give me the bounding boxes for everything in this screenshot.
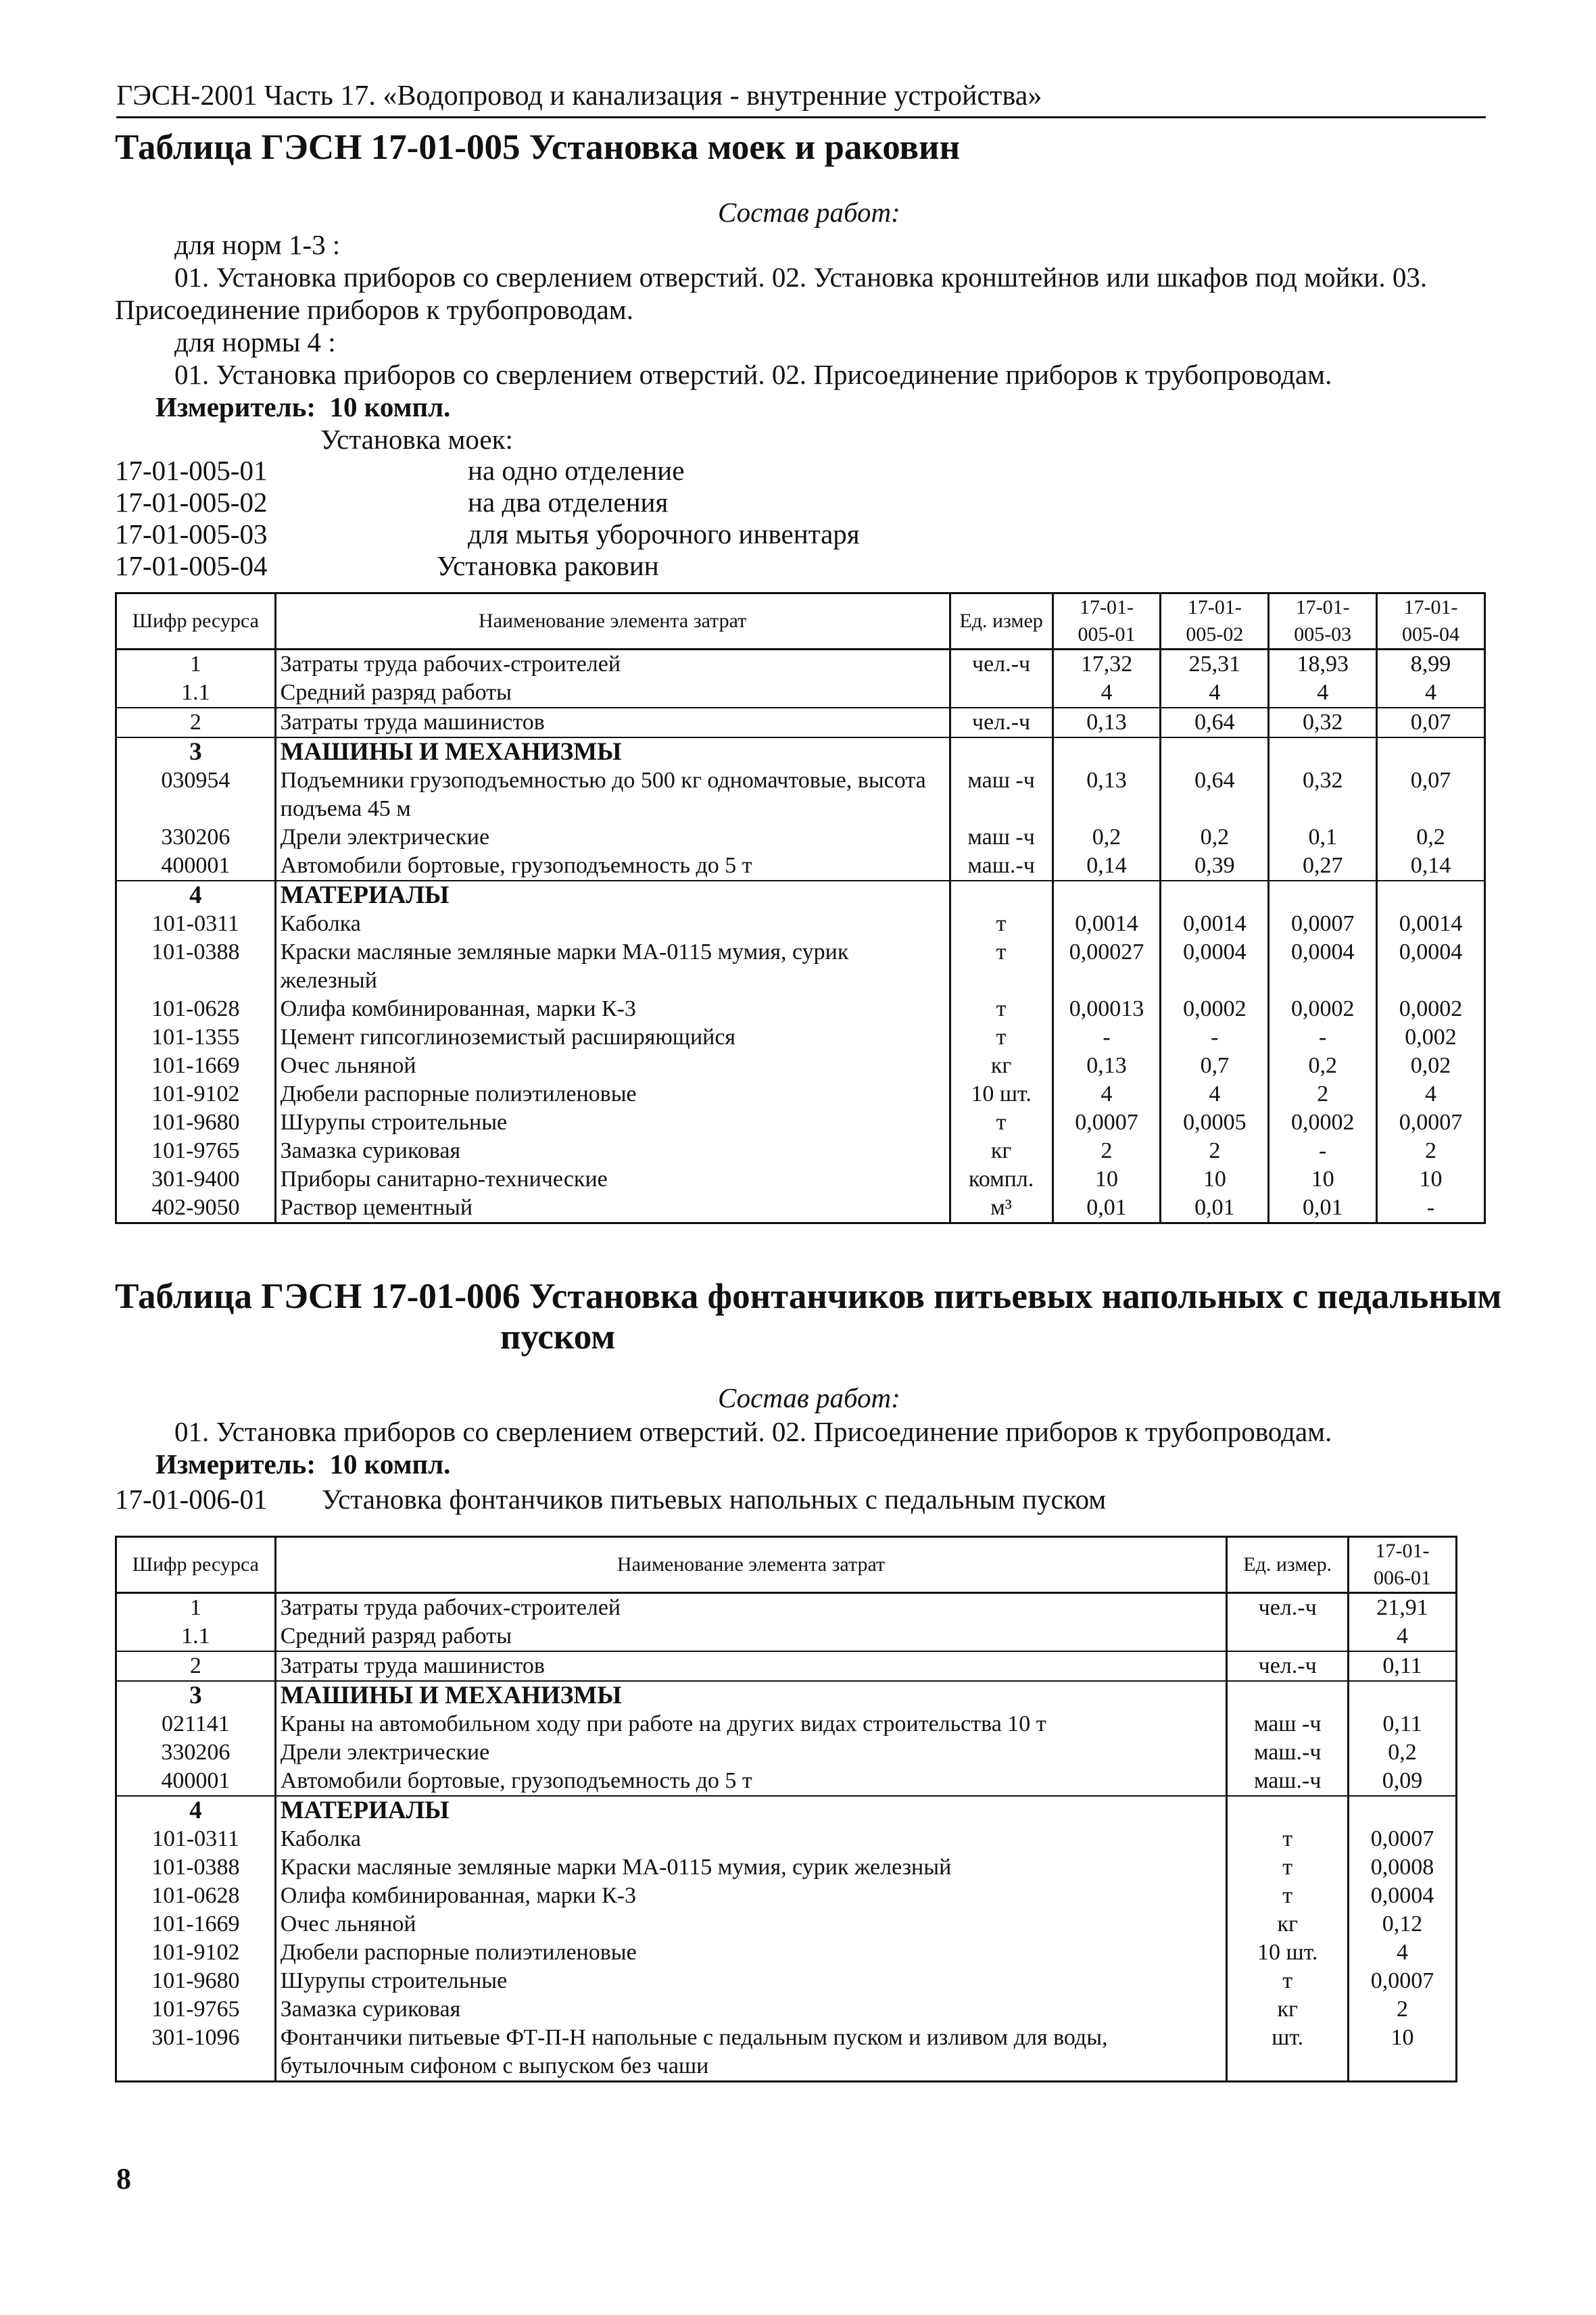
cell-value-3: 0,32: [1269, 708, 1377, 737]
cell-name: Раствор цементный: [275, 1194, 950, 1223]
cell-value-3: 0,27: [1269, 852, 1377, 881]
cell-value-1: 0,00013: [1053, 995, 1161, 1023]
cell-code: 101-0388: [116, 1853, 276, 1882]
cell-code: 101-9680: [116, 1967, 276, 1995]
cell-value-2: [1161, 737, 1269, 766]
cell-value-1: 0,12: [1349, 1910, 1457, 1939]
cell-code: 2: [116, 708, 276, 737]
cell-value-1: 0,0007: [1053, 1108, 1161, 1137]
cell-unit: чел.-ч: [950, 708, 1053, 737]
cell-value-2: 25,31: [1161, 650, 1269, 679]
code-list-item: 17-01-005-03 для мытья уборочного инвентаря: [115, 518, 860, 550]
cell-code: 301-9400: [116, 1165, 276, 1194]
cell-code: 101-9102: [116, 1939, 276, 1967]
table2-meter-label: Измеритель:: [155, 1448, 316, 1480]
cell-unit: [950, 737, 1053, 766]
cell-code: 021141: [116, 1710, 276, 1738]
table-row: [116, 1651, 1457, 1681]
cell-value-1: [1053, 881, 1161, 910]
cell-value-3: 0,0002: [1269, 1108, 1377, 1137]
table2-meter-value: 10 компл.: [329, 1448, 451, 1480]
cell-value-3: 4: [1269, 679, 1377, 708]
cell-name: Каболка: [275, 910, 950, 938]
cell-value-2: 0,7: [1161, 1052, 1269, 1080]
cell-unit: т: [1227, 1825, 1349, 1853]
table-row: [116, 1939, 1457, 1967]
cell-code: 101-9680: [116, 1108, 276, 1137]
cell-value-4: 0,07: [1377, 766, 1485, 823]
cell-value-1: 10: [1349, 2024, 1457, 2082]
cell-code: 301-1096: [116, 2024, 276, 2082]
cell-value-2: 0,0014: [1161, 910, 1269, 938]
cell-value-2: 0,0002: [1161, 995, 1269, 1023]
cell-value-2: 0,39: [1161, 852, 1269, 881]
cell-code: 101-9765: [116, 1995, 276, 2024]
cell-unit: маш.-ч: [1227, 1767, 1349, 1796]
table-row: [116, 1825, 1457, 1853]
cell-unit: 10 шт.: [1227, 1939, 1349, 1967]
cell-name: Очес льняной: [275, 1052, 950, 1080]
cell-value-4: 0,0002: [1377, 995, 1485, 1023]
cell-name: Очес льняной: [275, 1910, 1227, 1939]
cell-value-4: 0,07: [1377, 708, 1485, 737]
table1-norm-a-label: для норм 1-3 :: [174, 229, 341, 260]
cell-unit: [950, 881, 1053, 910]
cell-value-1: 0,2: [1349, 1738, 1457, 1767]
cell-name: Краски масляные земляные марки МА-0115 мумия, сурик железный: [275, 1853, 1227, 1882]
cell-code: 330206: [116, 823, 276, 852]
cell-value-4: -: [1377, 1194, 1485, 1223]
cell-value-2: 4: [1161, 679, 1269, 708]
cell-code: 4: [116, 881, 276, 910]
cell-value-1: 0,11: [1349, 1651, 1457, 1681]
table-row: [116, 823, 1485, 852]
cell-value-1: 0,0004: [1349, 1882, 1457, 1910]
cell-code: 1: [116, 650, 276, 679]
cell-unit: [1227, 1622, 1349, 1651]
cell-name: Затраты труда машинистов: [275, 1651, 1227, 1681]
cell-name: Дрели электрические: [275, 823, 950, 852]
table-row: [116, 1023, 1485, 1052]
table1-meter-value: 10 компл.: [329, 391, 451, 422]
col-header-unit: Ед. измер: [950, 593, 1053, 650]
cell-value-3: 0,0007: [1269, 910, 1377, 938]
col-header-name: Наименование элемента затрат: [275, 593, 950, 650]
cell-code: 101-0628: [116, 995, 276, 1023]
cell-value-4: 0,0004: [1377, 938, 1485, 995]
cell-code: 101-9102: [116, 1080, 276, 1108]
cell-name: МАТЕРИАЛЫ: [275, 881, 950, 910]
table2-code-line: [115, 1483, 1106, 1515]
cell-value-3: 0,0002: [1269, 995, 1377, 1023]
cell-name: Автомобили бортовые, грузоподъемность до 5 т: [275, 1767, 1227, 1796]
cell-value-2: -: [1161, 1023, 1269, 1052]
cell-value-3: [1269, 881, 1377, 910]
table-row: [116, 1052, 1485, 1080]
cell-value-4: 2: [1377, 1137, 1485, 1165]
cell-value-1: [1349, 1681, 1457, 1710]
cell-code: 400001: [116, 1767, 276, 1796]
cell-value-3: 0,1: [1269, 823, 1377, 852]
cell-unit: кг: [950, 1137, 1053, 1165]
table-row: [116, 1080, 1485, 1108]
table-row: [116, 1910, 1457, 1939]
table-row: [116, 1165, 1485, 1194]
cell-value-1: 0,11: [1349, 1710, 1457, 1738]
table1-title: Таблица ГЭСН 17-01-005 Установка моек и раковин: [115, 128, 961, 167]
cell-name: Приборы санитарно-технические: [275, 1165, 950, 1194]
cell-code: 3: [116, 1681, 276, 1710]
table-row: [116, 1796, 1457, 1825]
cell-value-1: 0,01: [1053, 1194, 1161, 1223]
table1-sostav-label: Состав работ:: [718, 197, 900, 228]
code-list-item: 17-01-005-02 на два отделения: [115, 487, 669, 518]
cell-unit: т: [950, 910, 1053, 938]
cell-unit: маш -ч: [950, 766, 1053, 823]
cell-name: Краски масляные земляные марки МА-0115 мумия, сурик железный: [275, 938, 950, 995]
cell-name: МАШИНЫ И МЕХАНИЗМЫ: [275, 737, 950, 766]
cell-code: 101-1669: [116, 1052, 276, 1080]
cell-value-3: 0,01: [1269, 1194, 1377, 1223]
cell-unit: компл.: [950, 1165, 1053, 1194]
table1-norm-b-label: для нормы 4 :: [174, 326, 336, 358]
cell-value-1: 0,0014: [1053, 910, 1161, 938]
cell-value-3: -: [1269, 1137, 1377, 1165]
cell-value-1: 0,00027: [1053, 938, 1161, 995]
table-row: [116, 1967, 1457, 1995]
cell-value-4: 10: [1377, 1165, 1485, 1194]
cell-code: 101-0311: [116, 1825, 276, 1853]
cell-value-1: 0,2: [1053, 823, 1161, 852]
cell-value-2: 10: [1161, 1165, 1269, 1194]
cell-value-3: 10: [1269, 1165, 1377, 1194]
cell-value-2: 0,01: [1161, 1194, 1269, 1223]
cell-code: 3: [116, 737, 276, 766]
cell-value-1: 17,32: [1053, 650, 1161, 679]
table-row: [116, 1681, 1457, 1710]
table-row: [116, 1593, 1457, 1623]
cell-value-3: 0,2: [1269, 1052, 1377, 1080]
cell-unit: чел.-ч: [950, 650, 1053, 679]
cell-value-4: 8,99: [1377, 650, 1485, 679]
cell-value-1: [1053, 737, 1161, 766]
running-header: ГЭСН-2001 Часть 17. «Водопровод и канализация - внутренние устройства»: [116, 80, 1042, 112]
header-rule: [116, 116, 1486, 118]
cell-value-4: [1377, 881, 1485, 910]
cell-unit: т: [950, 1023, 1053, 1052]
cell-value-2: 0,64: [1161, 708, 1269, 737]
cell-value-1: 4: [1053, 1080, 1161, 1108]
cell-name: Каболка: [275, 1825, 1227, 1853]
cell-code: 101-9765: [116, 1137, 276, 1165]
cell-name: Олифа комбинированная, марки К-3: [275, 995, 950, 1023]
cell-unit: [950, 679, 1053, 708]
cell-value-4: 4: [1377, 679, 1485, 708]
cell-value-3: 0,32: [1269, 766, 1377, 823]
table1-code-list: [115, 454, 860, 581]
cell-value-1: 2: [1053, 1137, 1161, 1165]
table-row: [116, 679, 1485, 708]
cell-name: Олифа комбинированная, марки К-3: [275, 1882, 1227, 1910]
cell-value-1: 0,0007: [1349, 1967, 1457, 1995]
cell-unit: м³: [950, 1194, 1053, 1223]
table1-meter-label: Измеритель:: [155, 391, 316, 422]
cell-name: Цемент гипсоглиноземистый расширяющийся: [275, 1023, 950, 1052]
cell-value-1: 0,13: [1053, 766, 1161, 823]
table-row: [116, 1710, 1457, 1738]
table-row: [116, 1882, 1457, 1910]
table-row: [116, 881, 1485, 910]
table-row: [116, 1194, 1485, 1223]
cell-unit: шт.: [1227, 2024, 1349, 2082]
table-row: [116, 766, 1485, 823]
table-row: [116, 1738, 1457, 1767]
col-header-name: Наименование элемента затрат: [275, 1537, 1227, 1593]
cell-code: 1.1: [116, 679, 276, 708]
cell-name: Шурупы строительные: [275, 1967, 1227, 1995]
cell-value-1: 10: [1053, 1165, 1161, 1194]
cell-value-4: 4: [1377, 1080, 1485, 1108]
cell-name: Подъемники грузоподъемностью до 500 кг одномачтовые, высота подъема 45 м: [275, 766, 950, 823]
cell-unit: маш.-ч: [950, 852, 1053, 881]
cell-value-2: 2: [1161, 1137, 1269, 1165]
cell-name: Средний разряд работы: [275, 679, 950, 708]
cell-value-1: 0,0007: [1349, 1825, 1457, 1853]
cell-name: Фонтанчики питьевые ФТ-П-Н напольные с педальным пуском и изливом для воды, бутылочным сифоном с выпуском без чаши: [275, 2024, 1227, 2082]
cell-value-4: 0,2: [1377, 823, 1485, 852]
table-row: [116, 737, 1485, 766]
cell-value-2: 0,0005: [1161, 1108, 1269, 1137]
table2-meter: [155, 1448, 450, 1480]
cell-unit: кг: [1227, 1910, 1349, 1939]
table2-code-name: Установка фонтанчиков питьевых напольных с педальным пуском: [322, 1484, 1107, 1515]
cell-name: Дюбели распорные полиэтиленовые: [275, 1080, 950, 1108]
page-number: 8: [116, 2162, 131, 2195]
table2-code: 17-01-006-01: [115, 1484, 268, 1515]
cell-name: Дюбели распорные полиэтиленовые: [275, 1939, 1227, 1967]
table-row: [116, 1622, 1457, 1651]
cell-unit: маш.-ч: [1227, 1738, 1349, 1767]
cell-code: 101-1355: [116, 1023, 276, 1052]
table-row: [116, 650, 1485, 679]
cell-name: Замазка суриковая: [275, 1137, 950, 1165]
cell-code: 1.1: [116, 1622, 276, 1651]
cell-value-4: 0,0014: [1377, 910, 1485, 938]
table-row: [116, 2024, 1457, 2082]
cell-value-3: 2: [1269, 1080, 1377, 1108]
table2-resource-table: [115, 1536, 1457, 2082]
table1-norm-b-text: 01. Установка приборов со сверлением отверстий. 02. Присоединение приборов к трубопроводам.: [174, 359, 1332, 390]
cell-name: Краны на автомобильном ходу при работе на других видах строительства 10 т: [275, 1710, 1227, 1738]
cell-value-1: [1349, 1796, 1457, 1825]
cell-code: 4: [116, 1796, 276, 1825]
cell-value-1: 4: [1053, 679, 1161, 708]
col-header-norm-1: 17-01- 006-01: [1349, 1537, 1457, 1593]
code-list-item: 17-01-005-04 Установка раковин: [115, 550, 659, 581]
table-row: [116, 1853, 1457, 1882]
cell-name: Автомобили бортовые, грузоподъемность до 5 т: [275, 852, 950, 881]
table-row: [116, 938, 1485, 995]
cell-value-1: 2: [1349, 1995, 1457, 2024]
table-row: [116, 852, 1485, 881]
table-header-row: [116, 1537, 1457, 1593]
cell-code: 402-9050: [116, 1194, 276, 1223]
table-row: [116, 910, 1485, 938]
cell-name: Шурупы строительные: [275, 1108, 950, 1137]
cell-unit: кг: [950, 1052, 1053, 1080]
cell-code: 400001: [116, 852, 276, 881]
cell-value-2: 0,0004: [1161, 938, 1269, 995]
cell-code: 330206: [116, 1738, 276, 1767]
cell-name: Затраты труда рабочих-строителей: [275, 1593, 1227, 1623]
cell-code: 101-0388: [116, 938, 276, 995]
cell-code: 101-0311: [116, 910, 276, 938]
cell-value-1: 0,13: [1053, 708, 1161, 737]
cell-code: 030954: [116, 766, 276, 823]
table1-meter: [155, 391, 450, 423]
cell-unit: т: [1227, 1853, 1349, 1882]
cell-unit: 10 шт.: [950, 1080, 1053, 1108]
table1-norm-a-text-2: Присоединение приборов к трубопроводам.: [115, 294, 633, 325]
cell-value-2: 4: [1161, 1080, 1269, 1108]
cell-value-3: 18,93: [1269, 650, 1377, 679]
cell-unit: чел.-ч: [1227, 1593, 1349, 1623]
table2-norm-text: 01. Установка приборов со сверлением отверстий. 02. Присоединение приборов к трубопроводам.: [174, 1416, 1332, 1447]
cell-unit: т: [950, 938, 1053, 995]
table1-resource-table: [115, 592, 1486, 1224]
cell-name: МАТЕРИАЛЫ: [275, 1796, 1227, 1825]
col-header-unit: Ед. измер.: [1227, 1537, 1349, 1593]
cell-value-1: 4: [1349, 1939, 1457, 1967]
cell-value-3: 0,0004: [1269, 938, 1377, 995]
cell-name: МАШИНЫ И МЕХАНИЗМЫ: [275, 1681, 1227, 1710]
cell-value-1: 0,0008: [1349, 1853, 1457, 1882]
cell-value-1: 4: [1349, 1622, 1457, 1651]
table1-norm-a-text-1: 01. Установка приборов со сверлением отверстий. 02. Установка кронштейнов или шкафов под мойки. 03.: [174, 262, 1428, 293]
table-row: [116, 708, 1485, 737]
cell-name: Средний разряд работы: [275, 1622, 1227, 1651]
cell-unit: т: [1227, 1882, 1349, 1910]
table-row: [116, 1108, 1485, 1137]
cell-unit: чел.-ч: [1227, 1651, 1349, 1681]
cell-value-2: 0,64: [1161, 766, 1269, 823]
cell-name: Затраты труда рабочих-строителей: [275, 650, 950, 679]
cell-unit: [1227, 1681, 1349, 1710]
cell-name: Затраты труда машинистов: [275, 708, 950, 737]
cell-name: Замазка суриковая: [275, 1995, 1227, 2024]
cell-value-4: 0,02: [1377, 1052, 1485, 1080]
cell-value-1: 0,14: [1053, 852, 1161, 881]
table1-group-heading: Установка моек:: [320, 424, 513, 455]
cell-unit: т: [1227, 1967, 1349, 1995]
table-header-row: [116, 593, 1485, 650]
cell-code: 1: [116, 1593, 276, 1623]
col-header-code: Шифр ресурса: [116, 1537, 276, 1593]
cell-value-1: 0,13: [1053, 1052, 1161, 1080]
table-row: [116, 995, 1485, 1023]
cell-value-4: 0,002: [1377, 1023, 1485, 1052]
col-header-norm-3: 17-01- 005-03: [1269, 593, 1377, 650]
cell-value-4: 0,14: [1377, 852, 1485, 881]
cell-value-1: -: [1053, 1023, 1161, 1052]
cell-value-2: 0,2: [1161, 823, 1269, 852]
cell-name: Дрели электрические: [275, 1738, 1227, 1767]
code-list-item: 17-01-005-01 на одно отделение: [115, 455, 685, 486]
cell-value-1: 21,91: [1349, 1593, 1457, 1623]
cell-code: 2: [116, 1651, 276, 1681]
table-row: [116, 1137, 1485, 1165]
cell-value-1: 0,09: [1349, 1767, 1457, 1796]
col-header-code: Шифр ресурса: [116, 593, 276, 650]
table-row: [116, 1995, 1457, 2024]
cell-value-2: [1161, 881, 1269, 910]
cell-unit: маш -ч: [1227, 1710, 1349, 1738]
table2-title: Таблица ГЭСН 17-01-006 Установка фонтанчиков питьевых напольных с педальным пуском: [115, 1277, 1502, 1357]
col-header-norm-4: 17-01- 005-04: [1377, 593, 1485, 650]
cell-value-3: -: [1269, 1023, 1377, 1052]
table2-sostav-label: Состав работ:: [718, 1382, 900, 1413]
cell-unit: [1227, 1796, 1349, 1825]
cell-value-3: [1269, 737, 1377, 766]
cell-code: 101-1669: [116, 1910, 276, 1939]
cell-unit: маш -ч: [950, 823, 1053, 852]
cell-code: 101-0628: [116, 1882, 276, 1910]
cell-unit: т: [950, 1108, 1053, 1137]
cell-unit: кг: [1227, 1995, 1349, 2024]
cell-value-4: 0,0007: [1377, 1108, 1485, 1137]
cell-value-4: [1377, 737, 1485, 766]
cell-unit: т: [950, 995, 1053, 1023]
table-row: [116, 1767, 1457, 1796]
col-header-norm-2: 17-01- 005-02: [1161, 593, 1269, 650]
col-header-norm-1: 17-01- 005-01: [1053, 593, 1161, 650]
